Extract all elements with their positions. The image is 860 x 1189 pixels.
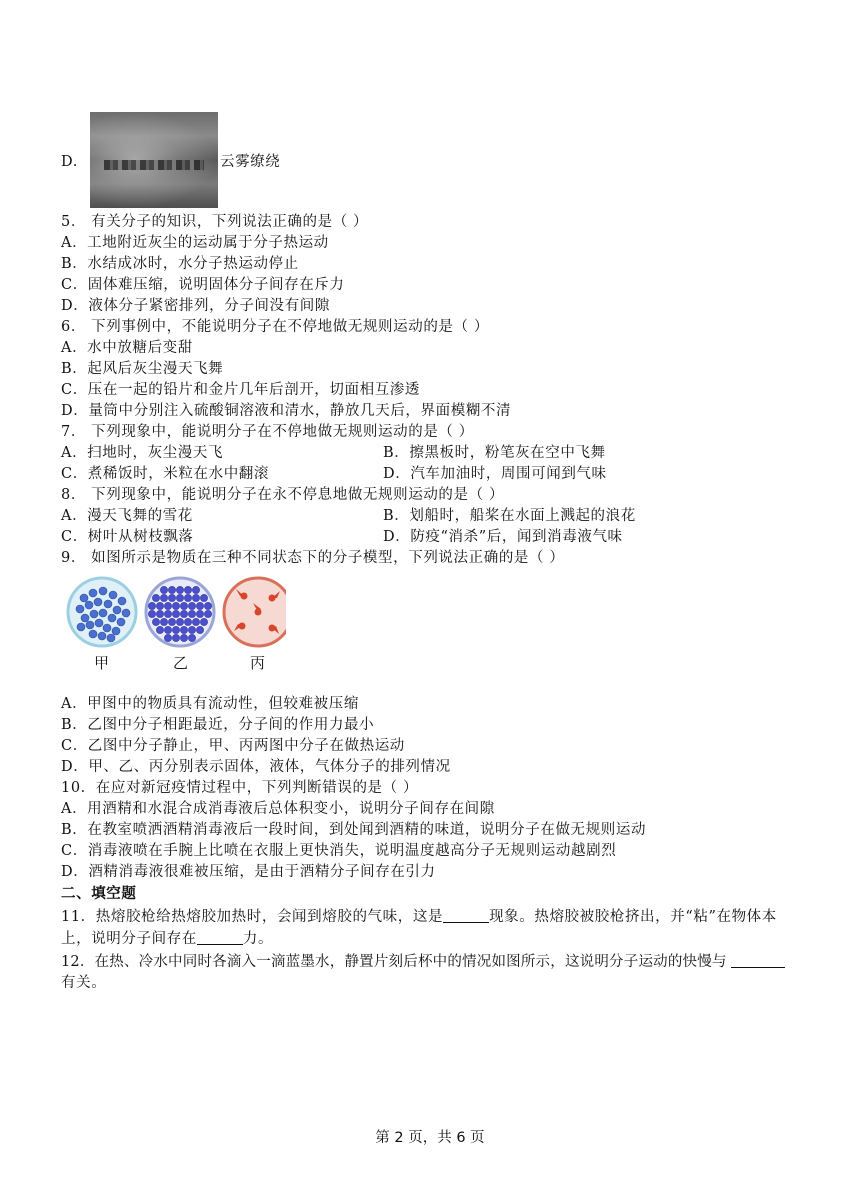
q4-option-d-letter: D.	[61, 154, 78, 170]
q8-option-c: C．树叶从树枝飘落	[61, 529, 194, 545]
solid-model	[146, 578, 214, 646]
q10-option-a: A．用酒精和水混合成消毒液后总体积变小，说明分子间存在间隙	[61, 801, 495, 817]
q9-option-c: C．乙图中分子静止，甲、丙两图中分子在做热运动	[61, 738, 405, 754]
q6-option-d: D．量筒中分别注入硫酸铜溶液和清水，静放几天后，界面模糊不清	[61, 403, 512, 419]
q9-option-b: B．乙图中分子相距最近，分子间的作用力最小	[61, 717, 375, 733]
q5-option-c: C．固体难压缩，说明固体分子间存在斥力	[61, 277, 345, 293]
q10-option-b: B．在教室喷洒酒精消毒液后一段时间，到处闻到酒精的味道，说明分子在做无规则运动	[61, 822, 647, 838]
molecule-models-figure	[66, 576, 286, 648]
q7-option-b: B．擦黑板时，粉笔灰在空中飞舞	[383, 445, 606, 461]
q11-line2	[61, 929, 273, 949]
q12-line2: 有关。	[61, 975, 107, 991]
q7-option-d: D．汽车加油时，周围可闻到气味	[383, 466, 607, 482]
model-label-yi: 乙	[173, 654, 189, 672]
q5-option-b: B．水结成冰时，水分子热运动停止	[61, 256, 299, 272]
q5-option-d: D．液体分子紧密排列，分子间没有间隙	[61, 298, 330, 314]
model-label-bing: 丙	[250, 654, 266, 672]
q8-option-a: A．漫天飞舞的雪花	[61, 508, 193, 524]
gas-model	[224, 578, 286, 646]
page-footer: 第 2 页，共 6 页	[375, 1130, 485, 1146]
model-label-jia: 甲	[94, 654, 110, 672]
q9-option-a: A．甲图中的物质具有流动性，但较难被压缩	[61, 696, 359, 712]
q7-option-a: A．扫地时，灰尘漫天飞	[61, 445, 224, 461]
q12-line1	[61, 952, 785, 972]
q5-stem: 5． 有关分子的知识，下列说法正确的是（ ）	[61, 214, 369, 230]
q11-line1	[61, 907, 777, 927]
q6-option-b: B．起风后灰尘漫天飞舞	[61, 361, 224, 377]
q10-option-d: D．酒精消毒液很难被压缩，是由于酒精分子间存在引力	[61, 864, 436, 880]
q11-text-1: 11．热熔胶枪给热熔胶加热时，会闻到熔胶的气味，这是	[61, 909, 444, 925]
q11-text-3: 上，说明分子间存在	[61, 931, 197, 947]
q5-option-a: A．工地附近灰尘的运动属于分子热运动	[61, 235, 329, 251]
q6-option-a: A．水中放糖后变甜	[61, 340, 193, 356]
q8-stem: 8． 下列现象中，能说明分子在永不停息地做无规则运动的是（ ）	[61, 487, 505, 503]
q9-stem: 9． 如图所示是物质在三种不同状态下的分子模型，下列说法正确的是（ ）	[61, 550, 565, 566]
q10-option-c: C．消毒液喷在手腕上比喷在衣服上更快消失，说明温度越高分子无规则运动越剧烈	[61, 843, 617, 859]
section-title: 二、填空题	[61, 886, 137, 902]
q12-blank[interactable]	[731, 953, 785, 968]
q7-option-c: C．煮稀饭时，米粒在水中翻滚	[61, 466, 269, 482]
cloud-mist-photo	[90, 112, 218, 208]
q7-stem: 7． 下列现象中，能说明分子在不停地做无规则运动的是（ ）	[61, 424, 474, 440]
q11-blank-1[interactable]	[443, 908, 489, 923]
q9-option-d: D．甲、乙、丙分别表示固体，液体，气体分子的排列情况	[61, 759, 451, 775]
q10-stem: 10．在应对新冠疫情过程中，下列判断错误的是（ ）	[61, 780, 419, 796]
q6-stem: 6． 下列事例中，不能说明分子在不停地做无规则运动的是（ ）	[61, 319, 489, 335]
q12-text-1: 12．在热、冷水中同时各滴入一滴蓝墨水，静置片刻后杯中的情况如图所示，这说明分子运动的快慢与	[61, 954, 727, 970]
q8-option-d: D．防疫“消杀”后，闻到消毒液气味	[383, 529, 623, 545]
q11-blank-2[interactable]	[197, 930, 243, 945]
liquid-model	[68, 578, 136, 646]
q11-text-4: 力。	[242, 931, 274, 947]
q4-option-d-text: 云雾缭绕	[220, 154, 281, 170]
q6-option-c: C．压在一起的铅片和金片几年后剖开，切面相互渗透	[61, 382, 420, 398]
q8-option-b: B．划船时，船桨在水面上溅起的浪花	[383, 508, 636, 524]
q11-text-2: 现象。热熔胶被胶枪挤出，并“粘”在物体本	[489, 909, 777, 925]
